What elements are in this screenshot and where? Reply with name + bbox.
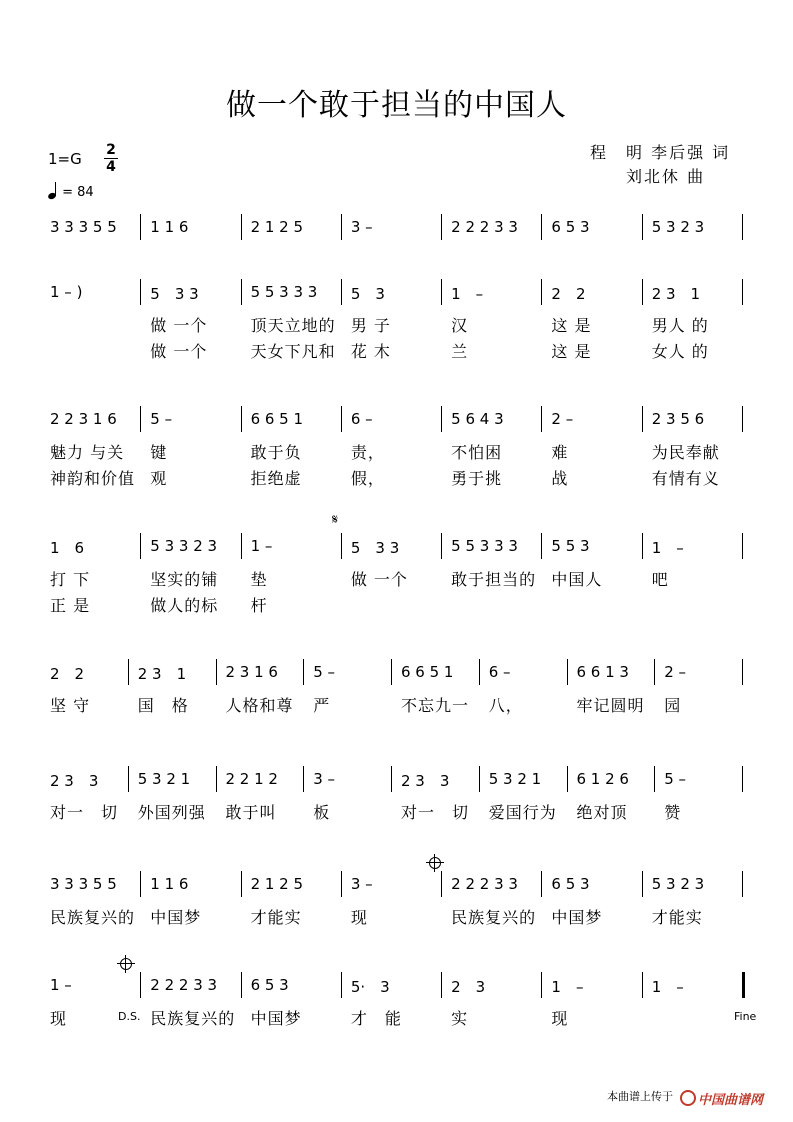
barline (441, 279, 442, 305)
barline (742, 871, 743, 897)
score-system (0, 663, 793, 743)
lyric-syllables: 魅力 与关 (50, 443, 125, 462)
lyric-syllables: 外国列强 (137, 803, 206, 822)
coda-icon (429, 857, 441, 869)
barline (140, 533, 141, 559)
lyric-syllables: 中国人 (551, 570, 603, 589)
barline (541, 533, 542, 559)
composer-credit: 刘北休 曲 (626, 167, 706, 186)
lyric-syllables: 赞 (664, 803, 682, 822)
measure-notes: 2 1 2 5 (250, 218, 304, 236)
lyric-syllables: 坚实的铺 (150, 570, 219, 589)
measure-notes: 5 3 2 1 (488, 770, 542, 788)
measure-notes: 2 3 (451, 978, 486, 996)
measure-notes: 6 1 2 6 (576, 770, 629, 788)
lyric-syllables: 中国梦 (551, 908, 603, 927)
measure-notes: 6 6 5 1 (250, 410, 304, 428)
segno-icon: 𝄋 (332, 512, 339, 528)
measure-notes: 5 6 4 3 (451, 410, 504, 428)
time-sig-bottom: 4 (106, 159, 116, 175)
lyric-syllables: 男人 的 (651, 316, 709, 335)
barline (140, 972, 141, 998)
barline (541, 972, 542, 998)
time-sig-top: 2 (106, 142, 116, 158)
lyric-syllables: 垫 (250, 570, 268, 589)
lyric-syllables: 键 (150, 443, 168, 462)
measure-notes: 1 – (250, 537, 273, 555)
measure-notes: 2 – (664, 663, 687, 681)
barline (567, 766, 568, 792)
lyricist-credit: 程 明 李后强 词 (590, 143, 731, 162)
lyric-syllables: 八， (488, 696, 523, 715)
lyric-syllables: 责， (350, 443, 385, 462)
lyric-syllables: 女人 的 (651, 342, 709, 361)
site-logo (680, 1089, 763, 1108)
ds-marking: D.S. (118, 1010, 141, 1023)
barline (241, 214, 242, 240)
lyric-syllables: 国 格 (137, 696, 189, 715)
lyric-syllables: 民族复兴的 (150, 1009, 236, 1028)
measure-notes: 1 – (50, 976, 72, 994)
measure-notes: 2 3 3 (401, 772, 450, 790)
measure-notes: 3 – (350, 218, 373, 236)
barline (541, 871, 542, 897)
measure-notes: 6 – (350, 410, 373, 428)
lyric-syllables: 拒绝虚 (250, 469, 302, 488)
measure-notes: 3 3 3 5 5 (50, 218, 117, 236)
measure-notes: 3 – (313, 770, 336, 788)
lyric-syllables: 爱国行为 (488, 803, 557, 822)
barline (303, 766, 304, 792)
lyric-syllables: 现 (50, 1009, 68, 1028)
lyric-syllables: 板 (313, 803, 331, 822)
lyric-syllables: 民族复兴的 (50, 908, 136, 927)
measure-notes: 5 – (664, 770, 687, 788)
quarter-note-icon (48, 183, 58, 199)
measure-notes: 5 3 2 3 (651, 218, 705, 236)
barline (140, 406, 141, 432)
measure-notes: 6 5 3 (551, 218, 590, 236)
site-name: 中国曲谱网 (697, 1093, 763, 1108)
barline (441, 406, 442, 432)
measure-notes: 2 2 (551, 285, 586, 303)
lyric-syllables: 中国梦 (150, 908, 202, 927)
score-title: 做一个敢于担当的中国人 (226, 88, 567, 123)
measure-notes: 2 2 (50, 665, 85, 683)
lyric-syllables: 现 (551, 1009, 569, 1028)
barline (654, 659, 655, 685)
barline (742, 766, 743, 792)
measure-notes: 1 – (651, 978, 684, 996)
lyric-syllables: 做 一个 (350, 570, 408, 589)
barline (341, 533, 342, 559)
lyric-syllables: 观 (150, 469, 168, 488)
lyric-syllables: 不怕困 (451, 443, 503, 462)
measure-notes: 1 – ) (50, 283, 83, 301)
barline (479, 659, 480, 685)
lyric-syllables: 天女下凡和 (250, 342, 336, 361)
measure-notes: 2 2 2 3 3 (451, 875, 518, 893)
lyric-syllables: 这 是 (551, 316, 592, 335)
measure-notes: 5 3 (350, 285, 385, 303)
barline (241, 406, 242, 432)
lyric-syllables: 正 是 (50, 596, 91, 615)
score-system (0, 283, 793, 363)
barline (642, 406, 643, 432)
lyric-syllables: 中国梦 (250, 1009, 302, 1028)
tempo-marking (48, 183, 94, 200)
measure-notes: 5 3 3 (150, 285, 199, 303)
measure-notes: 5 – (150, 410, 173, 428)
score-system (0, 410, 793, 490)
lyric-syllables: 神韵和价值 (50, 469, 136, 488)
lyric-syllables: 打 下 (50, 570, 91, 589)
measure-notes: 3 3 3 5 5 (50, 875, 117, 893)
measure-notes: 1 – (451, 285, 484, 303)
lyric-syllables: 对一 切 (50, 803, 119, 822)
lyric-syllables: 吧 (651, 570, 669, 589)
measure-notes: 6 5 3 (250, 976, 289, 994)
barline (391, 659, 392, 685)
lyric-syllables: 才能实 (250, 908, 302, 927)
footer-uploaded-text: 本曲谱上传于 (607, 1090, 673, 1103)
measure-notes: 2 3 1 (137, 665, 187, 683)
lyric-syllables: 人格和尊 (225, 696, 294, 715)
measure-notes: 2 1 2 5 (250, 875, 304, 893)
barline (642, 972, 643, 998)
lyric-syllables: 园 (664, 696, 682, 715)
barline (128, 766, 129, 792)
lyric-syllables: 做 一个 (150, 316, 208, 335)
barline (216, 766, 217, 792)
barline (241, 972, 242, 998)
score-system (0, 976, 793, 1056)
barline (742, 972, 745, 998)
barline (140, 279, 141, 305)
barline (216, 659, 217, 685)
barline (441, 972, 442, 998)
measure-notes: 2 2 1 2 (225, 770, 278, 788)
lyric-syllables: 才能实 (651, 908, 703, 927)
measure-notes: 2 3 3 (50, 772, 99, 790)
barline (642, 533, 643, 559)
barline (140, 214, 141, 240)
score-system (0, 537, 793, 617)
barline (479, 766, 480, 792)
lyric-syllables: 做人的标 (150, 596, 219, 615)
measure-notes: 2 – (551, 410, 574, 428)
barline (541, 406, 542, 432)
lyric-syllables: 汉 (451, 316, 469, 335)
measure-notes: 2 2 2 3 3 (150, 976, 218, 994)
time-signature (104, 143, 118, 174)
lyric-syllables: 严 (313, 696, 331, 715)
barline (742, 214, 743, 240)
lyric-syllables: 现 (350, 908, 368, 927)
measure-notes: 6 – (488, 663, 511, 681)
barline (567, 659, 568, 685)
measure-notes: 1 1 6 (150, 875, 189, 893)
lyric-syllables: 有情有义 (651, 469, 720, 488)
barline (241, 871, 242, 897)
lyric-syllables: 做 一个 (150, 342, 208, 361)
lyric-syllables: 实 (451, 1009, 469, 1028)
barline (391, 766, 392, 792)
barline (140, 871, 141, 897)
measure-notes: 5 3 3 (350, 539, 400, 557)
coda-icon (120, 958, 132, 970)
lyric-syllables: 难 (551, 443, 569, 462)
measure-notes: 5 5 3 3 3 (451, 537, 518, 555)
barline (441, 533, 442, 559)
measure-notes: 5 3 2 1 (137, 770, 191, 788)
lyric-syllables: 敢于负 (250, 443, 302, 462)
measure-notes: 5 5 3 (551, 537, 590, 555)
lyric-syllables: 战 (551, 469, 569, 488)
barline (441, 871, 442, 897)
lyric-syllables: 兰 (451, 342, 469, 361)
barline (642, 214, 643, 240)
fine-marking: Fine (734, 1010, 757, 1023)
measure-notes: 6 5 3 (551, 875, 590, 893)
barline (341, 214, 342, 240)
barline (303, 659, 304, 685)
barline (341, 972, 342, 998)
lyric-syllables: 杆 (250, 596, 268, 615)
lyric-syllables: 这 是 (551, 342, 592, 361)
lyric-syllables: 绝对顶 (576, 803, 628, 822)
barline (241, 533, 242, 559)
barline (742, 533, 743, 559)
measure-notes: 1 – (551, 978, 584, 996)
barline (742, 279, 743, 305)
barline (654, 766, 655, 792)
lyric-syllables: 勇于挑 (451, 469, 503, 488)
logo-icon (680, 1090, 696, 1106)
barline (341, 279, 342, 305)
barline (742, 659, 743, 685)
measure-notes: 2 3 1 (651, 285, 701, 303)
barline (341, 406, 342, 432)
lyric-syllables: 敢于叫 (225, 803, 277, 822)
tempo-value: = 84 (62, 185, 94, 200)
measure-notes: 2 2 2 3 3 (451, 218, 518, 236)
lyric-syllables: 对一 切 (401, 803, 470, 822)
lyric-syllables: 不忘九一 (401, 696, 470, 715)
lyric-syllables: 才 能 (350, 1009, 402, 1028)
score-system (0, 875, 793, 955)
measure-notes: 1 1 6 (150, 218, 189, 236)
lyric-syllables: 男 子 (350, 316, 391, 335)
measure-notes: 5· 3 (350, 978, 390, 996)
barline (642, 279, 643, 305)
measure-notes: 5 3 3 2 3 (150, 537, 218, 555)
lyric-syllables: 为民奉献 (651, 443, 720, 462)
measure-notes: 5 3 2 3 (651, 875, 705, 893)
measure-notes: 2 2 3 1 6 (50, 410, 117, 428)
barline (642, 871, 643, 897)
barline (541, 214, 542, 240)
barline (541, 279, 542, 305)
key-signature: 1=G (48, 150, 82, 168)
score-system (0, 770, 793, 850)
measure-notes: 5 5 3 3 3 (250, 283, 318, 301)
measure-notes: 5 – (313, 663, 336, 681)
barline (128, 659, 129, 685)
barline (742, 406, 743, 432)
measure-notes: 6 6 5 1 (401, 663, 454, 681)
measure-notes: 6 6 1 3 (576, 663, 629, 681)
lyric-syllables: 坚 守 (50, 696, 91, 715)
measure-notes: 3 – (350, 875, 373, 893)
lyric-syllables: 敢于担当的 (451, 570, 537, 589)
measure-notes: 1 6 (50, 539, 85, 557)
lyric-syllables: 顶天立地的 (250, 316, 336, 335)
measure-notes: 2 3 5 6 (651, 410, 705, 428)
barline (241, 279, 242, 305)
lyric-syllables: 花 木 (350, 342, 391, 361)
barline (341, 871, 342, 897)
measure-notes: 2 3 1 6 (225, 663, 278, 681)
lyric-syllables: 民族复兴的 (451, 908, 537, 927)
lyric-syllables: 假， (350, 469, 385, 488)
measure-notes: 1 – (651, 539, 684, 557)
lyric-syllables: 牢记圆明 (576, 696, 645, 715)
barline (441, 214, 442, 240)
